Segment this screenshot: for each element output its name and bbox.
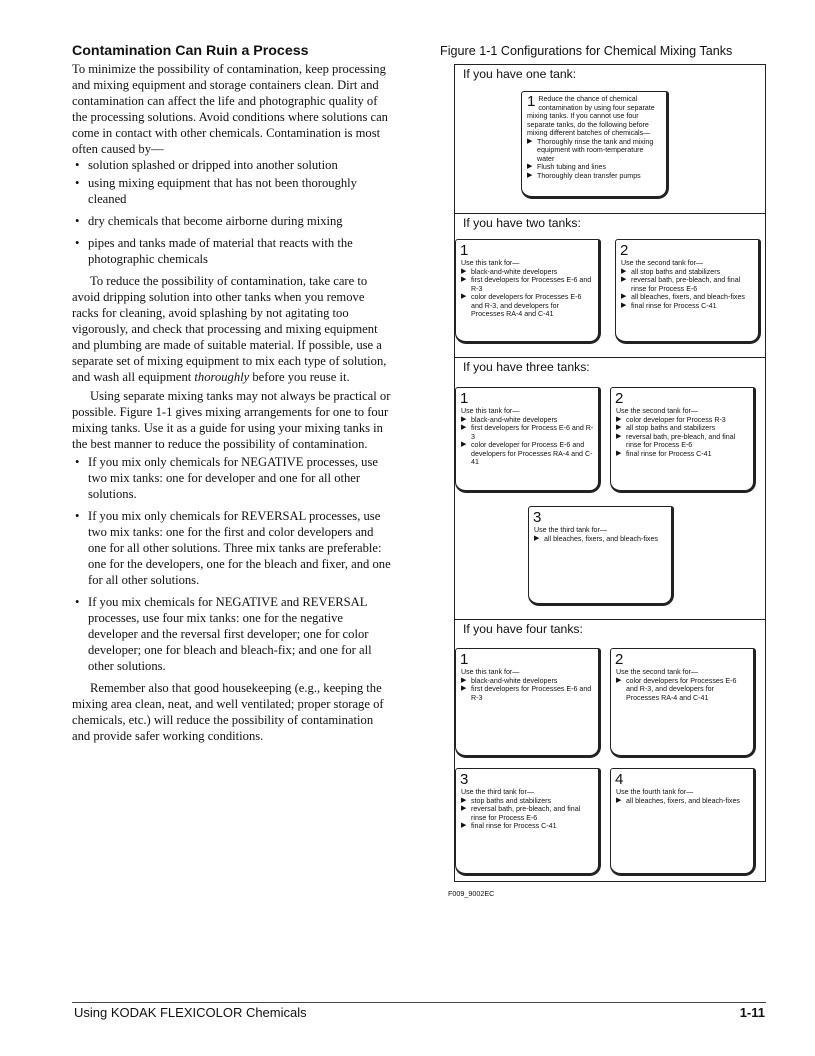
tank-card bbox=[455, 239, 601, 344]
list-item: • using mixing equipment that has not been thoroughly cleaned bbox=[72, 175, 392, 207]
tank-items bbox=[461, 268, 594, 319]
tank-lead: Reduce the chance of chemical contamination by using four separate mixing tanks. If you cannot use four separate tanks, do the following before mixing different batches of chemicals— bbox=[527, 95, 655, 137]
tank-lead: Use the third tank for— bbox=[461, 788, 534, 796]
list-item: ▶ first developers for Processes E-6 and R-3 bbox=[461, 276, 594, 293]
list-item: ▶ first developers for Process E-6 and R-3 bbox=[461, 424, 594, 441]
tank-card bbox=[521, 91, 669, 199]
list-item: ▶ color developer for Process R-3 bbox=[616, 416, 749, 425]
list-item: ▶ color developers for Processes E-6 and R-3, and developers for Processes RA-4 and C-41 bbox=[616, 677, 749, 703]
tank-number: 2 bbox=[615, 651, 624, 668]
panel-title: If you have two tanks: bbox=[463, 216, 581, 230]
panel-two-tanks bbox=[454, 213, 766, 358]
list-item: • dry chemicals that become airborne during mixing bbox=[72, 213, 392, 229]
tank-items bbox=[461, 797, 594, 831]
panel-title: If you have four tanks: bbox=[463, 622, 583, 636]
tank-items bbox=[527, 138, 662, 181]
mix-rules-list bbox=[72, 454, 392, 674]
panel-three-tanks bbox=[454, 357, 766, 620]
list-item: • If you mix only chemicals for NEGATIVE processes, use two mix tanks: one for developer and one for all other solutions. bbox=[72, 454, 392, 502]
list-item: • If you mix only chemicals for REVERSAL processes, use two mix tanks: one for the first and color developers and one for all other solutions. Three mix tanks are preferable: one for the developers, one for the bleach and fixer, and one for all other solutions. bbox=[72, 508, 392, 588]
list-item: ▶ reversal bath, pre-bleach, and final rinse for Process E-6 bbox=[616, 433, 749, 450]
page-number: 1-11 bbox=[739, 1005, 765, 1020]
list-item: ▶ Flush tubing and lines bbox=[527, 163, 662, 172]
list-item: ▶ all bleaches, fixers, and bleach-fixes bbox=[616, 797, 749, 806]
list-item: ▶ final rinse for Process C-41 bbox=[616, 450, 749, 459]
tank-items bbox=[616, 797, 749, 806]
tank-number: 3 bbox=[460, 771, 469, 788]
emphasis: thoroughly bbox=[194, 370, 250, 384]
list-item: ▶ stop baths and stabilizers bbox=[461, 797, 594, 806]
panel-title: If you have one tank: bbox=[463, 67, 577, 81]
list-item: • pipes and tanks made of material that reacts with the photographic chemicals bbox=[72, 235, 392, 267]
list-item: • If you mix chemicals for NEGATIVE and REVERSAL processes, use four mix tanks: one for the negative developer and the reversal first developer; one for color developer; one for bleach and bleach-fix; and one for all other solutions. bbox=[72, 594, 392, 674]
list-item: ▶ final rinse for Process C-41 bbox=[461, 822, 594, 831]
list-item: ▶ reversal bath, pre-bleach, and final rinse for Process E-6 bbox=[621, 276, 754, 293]
tank-card bbox=[610, 387, 756, 493]
tank-card bbox=[615, 239, 761, 344]
tank-lead: Use this tank for— bbox=[461, 668, 520, 676]
tank-items bbox=[621, 268, 754, 311]
article-column bbox=[72, 42, 392, 744]
tank-items bbox=[616, 416, 749, 459]
list-item: ▶ final rinse for Process C-41 bbox=[621, 302, 754, 311]
list-item: ▶ Thoroughly clean transfer pumps bbox=[527, 172, 662, 181]
list-item: ▶ all bleaches, fixers, and bleach-fixes bbox=[534, 535, 667, 544]
reduce-contamination-paragraph: To reduce the possibility of contamination, take care to avoid dripping solution into other tanks when you remove racks for cleaning, avoid splashing by not agitating too vigorously, and check that processing and mixing equipment and plumbing are made of suitable material. If possible, use a separate set of mixing equipment to mix each type of solution, and wash all equipment thoroughly before you reuse it. bbox=[72, 274, 387, 384]
tank-card bbox=[528, 506, 674, 606]
separate-tanks-paragraph: Using separate mixing tanks may not always be practical or possible. Figure 1-1 gives mixing arrangements for one to four mixing tanks. Use it as a guide for using your mixing tanks in the best manner to reduce the possibility of contamination. bbox=[72, 389, 391, 451]
tank-lead: Use the second tank for— bbox=[616, 668, 699, 676]
list-item: ▶ all stop baths and stabilizers bbox=[621, 268, 754, 277]
housekeeping-paragraph: Remember also that good housekeeping (e.g., keeping the mixing area clean, neat, and well ventilated; proper storage of chemicals, etc.) will reduce the possibility of contamination and provide safer working conditions. bbox=[72, 681, 384, 743]
tank-lead: Use the fourth tank for— bbox=[616, 788, 694, 796]
list-item: ▶ Thoroughly rinse the tank and mixing equipment with room-temperature water bbox=[527, 138, 662, 164]
intro-paragraph: To minimize the possibility of contamination, keep processing and mixing equipment and storage containers clean. Dirt and contamination can affect the life and photographic quality of the processing solutions. Avoid conditions where solutions can come in contact with other chemicals. Contamination is most often caused by— bbox=[72, 62, 388, 156]
tank-number: 2 bbox=[620, 242, 629, 259]
tank-number: 1 bbox=[460, 651, 469, 668]
list-item: ▶ all stop baths and stabilizers bbox=[616, 424, 749, 433]
figure-title: Figure 1-1 Configurations for Chemical Mixing Tanks bbox=[440, 44, 733, 58]
list-item: ▶ black-and-white developers bbox=[461, 268, 594, 277]
contamination-causes-list bbox=[72, 157, 392, 267]
tank-card bbox=[455, 768, 601, 876]
list-item: ▶ black-and-white developers bbox=[461, 677, 594, 686]
tank-card bbox=[610, 648, 756, 758]
list-item: ▶ color developers for Processes E-6 and R-3, and developers for Processes RA-4 and C-41 bbox=[461, 293, 594, 319]
tank-number: 1 bbox=[527, 93, 536, 110]
list-item: ▶ black-and-white developers bbox=[461, 416, 594, 425]
footer-title: Using KODAK FLEXICOLOR Chemicals bbox=[74, 1005, 307, 1020]
panel-four-tanks bbox=[454, 619, 766, 882]
tank-card bbox=[610, 768, 756, 876]
tank-card bbox=[455, 648, 601, 758]
tank-number: 1 bbox=[460, 242, 469, 259]
panel-one-tank bbox=[454, 64, 766, 214]
list-item: ▶ color developer for Process E-6 and developers for Processes RA-4 and C-41 bbox=[461, 441, 594, 467]
tank-items bbox=[461, 416, 594, 467]
section-heading: Contamination Can Ruin a Process bbox=[72, 43, 309, 59]
tank-items bbox=[616, 677, 749, 703]
tank-lead: Use this tank for— bbox=[461, 259, 520, 267]
footer-divider bbox=[72, 1002, 766, 1003]
list-item: • solution splashed or dripped into another solution bbox=[72, 157, 392, 173]
list-item: ▶ first developers for Processes E-6 and R-3 bbox=[461, 685, 594, 702]
tank-card bbox=[455, 387, 601, 493]
tank-number: 2 bbox=[615, 390, 624, 407]
tank-items bbox=[461, 677, 594, 703]
list-item: ▶ all bleaches, fixers, and bleach-fixes bbox=[621, 293, 754, 302]
tank-items bbox=[534, 535, 667, 544]
tank-number: 4 bbox=[615, 771, 624, 788]
tank-lead: Use this tank for— bbox=[461, 407, 520, 415]
tank-lead: Use the third tank for— bbox=[534, 526, 607, 534]
tank-number: 1 bbox=[460, 390, 469, 407]
figure-code: F009_9002EC bbox=[448, 889, 495, 898]
tank-lead: Use the second tank for— bbox=[616, 407, 699, 415]
panel-title: If you have three tanks: bbox=[463, 360, 590, 374]
tank-lead: Use the second tank for— bbox=[621, 259, 704, 267]
tank-number: 3 bbox=[533, 509, 542, 526]
list-item: ▶ reversal bath, pre-bleach, and final rinse for Process E-6 bbox=[461, 805, 594, 822]
